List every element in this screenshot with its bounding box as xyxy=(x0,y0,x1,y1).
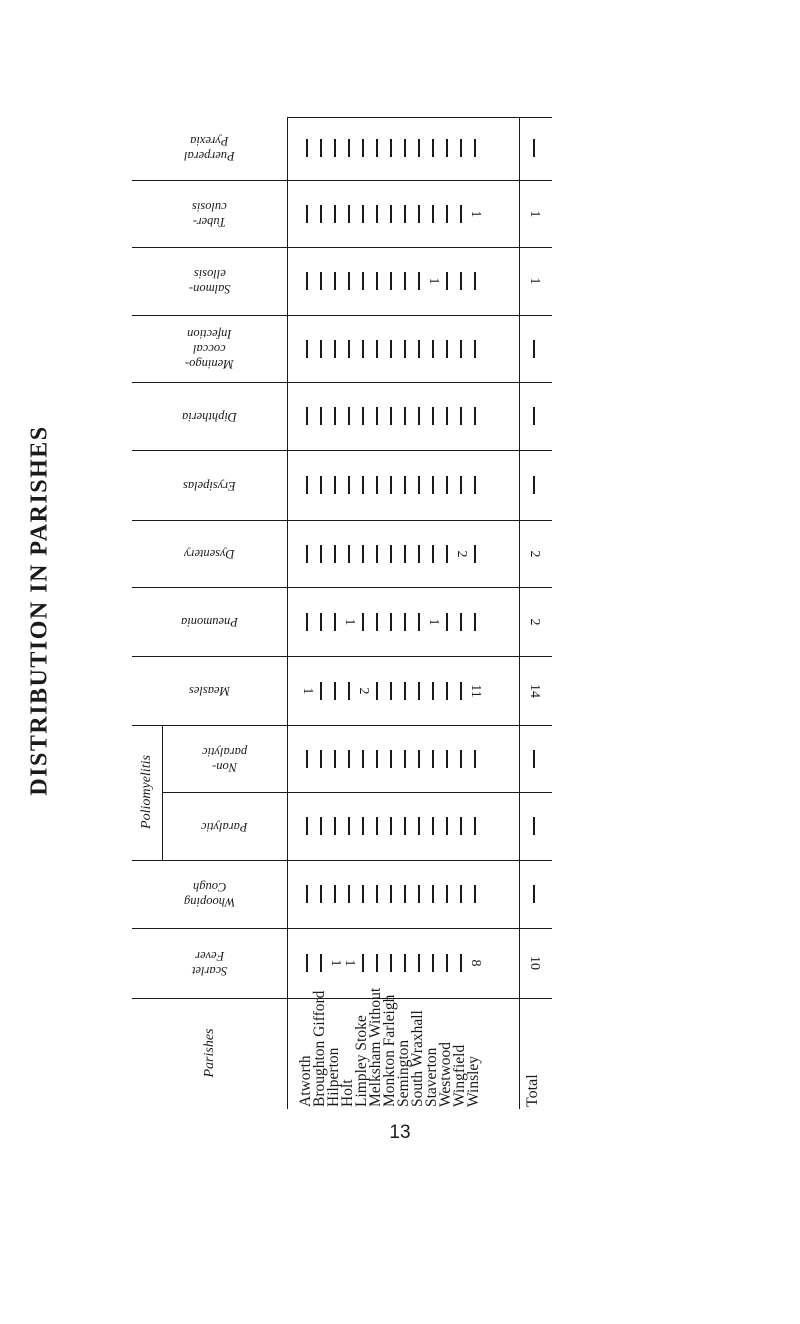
nil-dash xyxy=(404,682,406,700)
total-cell: 10 xyxy=(527,956,542,970)
nil-dash xyxy=(306,340,308,358)
column-header-measles xyxy=(132,656,287,725)
nil-dash xyxy=(432,205,434,223)
parish-name: Limpley Stoke xyxy=(353,1015,370,1107)
nil-dash xyxy=(390,885,392,903)
nil-dash xyxy=(418,407,420,425)
nil-dash xyxy=(348,340,350,358)
nil-dash xyxy=(474,885,476,903)
nil-dash xyxy=(376,139,378,157)
nil-dash xyxy=(390,139,392,157)
column-header-text xyxy=(202,744,247,774)
nil-dash xyxy=(460,885,462,903)
nil-dash xyxy=(432,476,434,494)
nil-dash xyxy=(460,139,462,157)
nil-dash xyxy=(404,750,406,768)
nil-dash xyxy=(418,476,420,494)
column-header-line: Scarlet xyxy=(191,964,228,978)
nil-dash xyxy=(320,885,322,903)
nil-dash xyxy=(418,954,420,972)
column-header-text xyxy=(184,546,235,561)
nil-dash xyxy=(432,954,434,972)
nil-dash xyxy=(334,340,336,358)
nil-dash xyxy=(320,613,322,631)
nil-dash xyxy=(362,613,364,631)
nil-dash xyxy=(362,476,364,494)
column-header-text xyxy=(183,478,236,493)
parish-name: Holt xyxy=(339,1079,356,1107)
table-cell: 1 xyxy=(426,618,441,625)
nil-dash xyxy=(362,954,364,972)
nil-dash xyxy=(418,885,420,903)
nil-dash xyxy=(474,613,476,631)
header-column-rule xyxy=(287,117,288,1109)
nil-dash xyxy=(334,205,336,223)
nil-dash xyxy=(390,407,392,425)
column-header-line: Erysipelas xyxy=(183,478,236,493)
total-cell: 2 xyxy=(527,618,542,625)
total-cell: 1 xyxy=(527,210,542,217)
table-cell: 11 xyxy=(468,683,483,698)
column-header-text xyxy=(201,819,248,834)
column-header-line: Puerperal xyxy=(184,148,235,163)
nil-dash xyxy=(320,750,322,768)
nil-dash xyxy=(376,750,378,768)
column-header-line: Cough xyxy=(192,880,227,894)
column-header-line: Non- xyxy=(212,759,237,774)
nil-dash xyxy=(362,817,364,835)
column-header-line: Meningo- xyxy=(185,357,234,371)
column-header-text xyxy=(189,683,230,698)
nil-dash xyxy=(418,817,420,835)
parish-name: Staverton xyxy=(423,1047,440,1107)
column-header-line: Paralytic xyxy=(201,819,248,834)
nil-dash xyxy=(446,954,448,972)
parish-name: Hilperton xyxy=(325,1047,342,1107)
nil-dash xyxy=(362,885,364,903)
nil-dash xyxy=(474,340,476,358)
nil-dash xyxy=(376,205,378,223)
nil-dash xyxy=(348,545,350,563)
column-header-text xyxy=(181,614,238,629)
column-header-text xyxy=(192,948,227,978)
nil-dash xyxy=(390,476,392,494)
column-header-line: Dysentery xyxy=(184,547,235,561)
nil-dash xyxy=(348,272,350,290)
nil-dash xyxy=(446,476,448,494)
parish-name: Wingfield xyxy=(451,1044,468,1107)
nil-dash xyxy=(306,272,308,290)
nil-dash xyxy=(362,139,364,157)
nil-dash xyxy=(320,407,322,425)
column-header-line: Pneumonia xyxy=(181,615,238,629)
nil-dash xyxy=(474,476,476,494)
nil-dash xyxy=(306,476,308,494)
table-cell: 1 xyxy=(468,210,483,217)
nil-dash xyxy=(376,817,378,835)
nil-dash xyxy=(348,750,350,768)
nil-dash xyxy=(376,476,378,494)
nil-dash xyxy=(376,954,378,972)
column-header-puerperal-pyrexia xyxy=(132,115,287,180)
nil-dash xyxy=(432,407,434,425)
column-header-line: paralytic xyxy=(201,744,248,759)
nil-dash xyxy=(334,476,336,494)
nil-dash xyxy=(404,205,406,223)
polio-group-label: Poliomyelitis xyxy=(139,755,154,829)
column-header-non-paralytic xyxy=(162,725,287,792)
column-header-whooping-cough xyxy=(132,860,287,928)
column-header-text xyxy=(185,326,234,371)
nil-dash xyxy=(446,139,448,157)
nil-dash xyxy=(376,272,378,290)
table-cell: 1 xyxy=(328,959,343,967)
nil-dash xyxy=(460,407,462,425)
total-cell: 14 xyxy=(527,683,542,698)
nil-dash xyxy=(418,272,420,290)
total-column-rule xyxy=(519,117,520,1109)
column-header-line: Pyrexia xyxy=(190,133,229,148)
nil-dash xyxy=(362,340,364,358)
nil-dash xyxy=(320,205,322,223)
nil-dash xyxy=(432,682,434,700)
nil-dash xyxy=(418,139,420,157)
parish-name: Winsley xyxy=(465,1055,482,1107)
nil-dash xyxy=(404,613,406,631)
column-header-line: Tuber- xyxy=(192,214,227,229)
nil-dash xyxy=(418,205,420,223)
nil-dash xyxy=(404,272,406,290)
nil-dash xyxy=(418,682,420,700)
parish-name: Westwood xyxy=(437,1041,454,1107)
nil-dash xyxy=(460,682,462,700)
nil-dash xyxy=(418,340,420,358)
nil-dash xyxy=(432,545,434,563)
nil-dash xyxy=(362,545,364,563)
nil-dash xyxy=(446,407,448,425)
column-header-line: coccal xyxy=(193,342,226,356)
column-header-paralytic xyxy=(162,792,287,860)
total-nil-dash xyxy=(533,817,535,835)
nil-dash xyxy=(348,205,350,223)
column-header-pneumonia xyxy=(132,587,287,656)
nil-dash xyxy=(404,407,406,425)
column-header-erysipelas xyxy=(132,450,287,520)
nil-dash xyxy=(362,750,364,768)
nil-dash xyxy=(460,954,462,972)
column-header-line: Salmon- xyxy=(188,282,231,296)
nil-dash xyxy=(432,750,434,768)
nil-dash xyxy=(320,139,322,157)
total-cell: 1 xyxy=(527,277,542,285)
nil-dash xyxy=(348,682,350,700)
nil-dash xyxy=(334,407,336,425)
nil-dash xyxy=(348,817,350,835)
nil-dash xyxy=(348,476,350,494)
column-header-line: Diphtheria xyxy=(182,409,237,424)
nil-dash xyxy=(320,476,322,494)
nil-dash xyxy=(432,139,434,157)
table-cell: 8 xyxy=(468,959,483,967)
row-label-header: Parishes xyxy=(201,1028,217,1078)
nil-dash xyxy=(418,613,420,631)
nil-dash xyxy=(404,954,406,972)
parish-name: Broughton Gifford xyxy=(311,990,328,1107)
total-nil-dash xyxy=(533,340,535,358)
nil-dash xyxy=(446,272,448,290)
column-header-line: Measles xyxy=(189,684,230,698)
nil-dash xyxy=(320,272,322,290)
table-cell: 1 xyxy=(342,618,357,625)
nil-dash xyxy=(446,205,448,223)
parish-name: Melksham Without xyxy=(367,987,384,1107)
nil-dash xyxy=(362,205,364,223)
column-header-line: culosis xyxy=(192,199,227,214)
nil-dash xyxy=(418,545,420,563)
nil-dash xyxy=(334,682,336,700)
nil-dash xyxy=(390,545,392,563)
nil-dash xyxy=(446,682,448,700)
nil-dash xyxy=(306,817,308,835)
column-header-salmonellosis xyxy=(132,247,287,315)
nil-dash xyxy=(348,407,350,425)
nil-dash xyxy=(404,340,406,358)
nil-dash xyxy=(446,817,448,835)
row-rule xyxy=(132,998,552,999)
table-cell: 1 xyxy=(426,277,441,285)
nil-dash xyxy=(446,750,448,768)
nil-dash xyxy=(320,817,322,835)
nil-dash xyxy=(460,272,462,290)
nil-dash xyxy=(376,407,378,425)
column-header-line: Fever xyxy=(194,949,225,963)
parish-name: South Wraxhall xyxy=(409,1010,426,1107)
side-title xyxy=(8,160,72,1060)
nil-dash xyxy=(390,613,392,631)
column-header-line: Whooping xyxy=(183,895,236,909)
column-header-line: Infection xyxy=(187,327,232,341)
table-cell: 2 xyxy=(356,687,371,694)
nil-dash xyxy=(376,613,378,631)
nil-dash xyxy=(390,954,392,972)
nil-dash xyxy=(334,613,336,631)
nil-dash xyxy=(306,205,308,223)
nil-dash xyxy=(390,682,392,700)
nil-dash xyxy=(334,750,336,768)
nil-dash xyxy=(390,272,392,290)
nil-dash xyxy=(320,545,322,563)
column-header-text xyxy=(184,879,235,909)
nil-dash xyxy=(460,476,462,494)
column-header-text xyxy=(189,266,231,296)
column-header-text xyxy=(192,199,227,229)
nil-dash xyxy=(404,817,406,835)
nil-dash xyxy=(306,545,308,563)
nil-dash xyxy=(306,613,308,631)
column-header-tuberculosis xyxy=(132,180,287,247)
nil-dash xyxy=(460,750,462,768)
nil-dash xyxy=(376,885,378,903)
nil-dash xyxy=(460,205,462,223)
nil-dash xyxy=(334,817,336,835)
total-nil-dash xyxy=(533,885,535,903)
nil-dash xyxy=(306,139,308,157)
total-nil-dash xyxy=(533,139,535,157)
column-header-text xyxy=(182,409,237,424)
column-header-line: ellosis xyxy=(193,267,226,281)
nil-dash xyxy=(390,817,392,835)
nil-dash xyxy=(306,885,308,903)
nil-dash xyxy=(320,340,322,358)
nil-dash xyxy=(404,139,406,157)
table-cell: 1 xyxy=(300,687,315,694)
nil-dash xyxy=(306,407,308,425)
parish-name: Semington xyxy=(395,1039,412,1107)
page-number: 13 xyxy=(389,1122,411,1143)
nil-dash xyxy=(432,817,434,835)
nil-dash xyxy=(446,885,448,903)
nil-dash xyxy=(460,613,462,631)
nil-dash xyxy=(320,954,322,972)
nil-dash xyxy=(474,817,476,835)
nil-dash xyxy=(376,340,378,358)
nil-dash xyxy=(306,750,308,768)
column-header-meningococcal xyxy=(132,315,287,382)
disease-table xyxy=(132,115,552,1109)
total-nil-dash xyxy=(533,476,535,494)
nil-dash xyxy=(390,340,392,358)
nil-dash xyxy=(320,682,322,700)
nil-dash xyxy=(474,545,476,563)
parish-name: Atworth xyxy=(297,1055,314,1107)
nil-dash xyxy=(376,682,378,700)
nil-dash xyxy=(334,139,336,157)
nil-dash xyxy=(362,407,364,425)
nil-dash xyxy=(348,885,350,903)
column-header-diphtheria xyxy=(132,382,287,450)
nil-dash xyxy=(474,272,476,290)
nil-dash xyxy=(460,817,462,835)
nil-dash xyxy=(446,613,448,631)
nil-dash xyxy=(404,476,406,494)
table-top-rule xyxy=(287,117,552,118)
nil-dash xyxy=(306,954,308,972)
table-cell: 1 xyxy=(342,959,357,967)
side-title-text: DISTRIBUTION IN PARISHES xyxy=(26,424,53,796)
nil-dash xyxy=(460,340,462,358)
column-header-dysentery xyxy=(132,520,287,587)
nil-dash xyxy=(334,272,336,290)
total-label: Total xyxy=(524,1074,541,1107)
nil-dash xyxy=(474,407,476,425)
nil-dash xyxy=(404,885,406,903)
table-cell: 2 xyxy=(454,550,469,557)
nil-dash xyxy=(334,545,336,563)
nil-dash xyxy=(390,750,392,768)
nil-dash xyxy=(432,885,434,903)
nil-dash xyxy=(474,750,476,768)
total-nil-dash xyxy=(533,407,535,425)
column-header-scarlet-fever xyxy=(132,928,287,998)
column-header-text xyxy=(184,133,235,163)
nil-dash xyxy=(446,340,448,358)
nil-dash xyxy=(390,205,392,223)
nil-dash xyxy=(474,139,476,157)
nil-dash xyxy=(432,340,434,358)
nil-dash xyxy=(348,139,350,157)
nil-dash xyxy=(334,885,336,903)
nil-dash xyxy=(404,545,406,563)
total-cell: 2 xyxy=(527,550,542,557)
nil-dash xyxy=(376,545,378,563)
nil-dash xyxy=(418,750,420,768)
total-nil-dash xyxy=(533,750,535,768)
parish-name: Monkton Farleigh xyxy=(381,994,398,1107)
nil-dash xyxy=(446,545,448,563)
nil-dash xyxy=(362,272,364,290)
